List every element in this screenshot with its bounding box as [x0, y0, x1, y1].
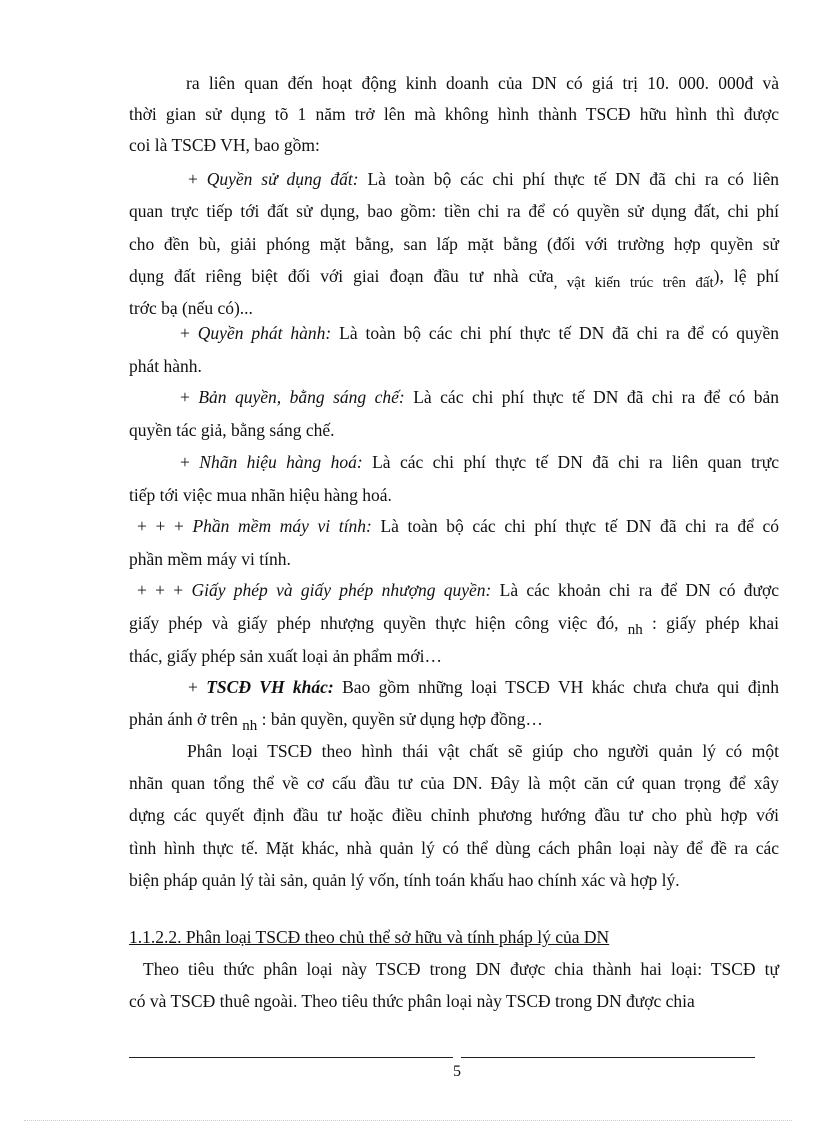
- text-run: Là các chi phí thực tế DN đã chi ra để có bản: [404, 387, 779, 407]
- paragraph-line: [187, 740, 779, 762]
- text-run: quan trực tiếp tới đất sử dụng, bao gồm: tiền chi ra để có quyền sử dụng đất, chi phí: [129, 201, 779, 221]
- text-run: Là các chi phí thực tế DN đã chi ra liên quan trực: [362, 452, 779, 472]
- paragraph-line: [129, 200, 779, 222]
- text-run: giấy phép và giấy phép nhượng quyền thực hiện công việc đó,: [129, 613, 628, 633]
- paragraph-line: [129, 233, 779, 255]
- text-run: phần mềm máy vi tính.: [129, 549, 291, 569]
- text-run: biện pháp quản lý tài sản, quản lý vốn, tính toán khấu hao chính xác và hợp lý.: [129, 870, 680, 890]
- text-run: , vật kiến trúc trên đất: [553, 275, 714, 291]
- footer-rule-right: [461, 1057, 755, 1058]
- page-number: 5: [453, 1063, 461, 1080]
- text-run: +: [180, 387, 199, 407]
- paragraph-line: [129, 103, 779, 125]
- text-run: thời gian sử dụng tõ 1 năm trở lên mà không hình thành TSCĐ hữu hình thì được: [129, 104, 779, 124]
- paragraph-line: [188, 676, 779, 698]
- term-label: Quyền phát hành:: [197, 323, 332, 343]
- section-heading: [129, 926, 689, 948]
- term-label: Phần mềm máy vi tính:: [192, 516, 372, 536]
- paragraph-line: [180, 451, 779, 473]
- term-label: TSCĐ VH khác:: [206, 677, 334, 697]
- text-run: Phân loại TSCĐ theo hình thái vật chất sẽ giúp cho người quản lý có một: [187, 741, 779, 761]
- text-run: 1.1.2.2. Phân loại TSCĐ theo chủ thể sở hữu và tính pháp lý của DN: [129, 927, 610, 947]
- text-run: nh: [627, 622, 643, 638]
- text-run: tiếp tới việc mua nhãn hiệu hàng hoá.: [129, 485, 392, 505]
- text-run: +: [188, 677, 207, 697]
- text-run: cho đền bù, giải phóng mặt bằng, san lấp mặt bằng (đối với trường hợp quyền sử: [129, 234, 779, 254]
- paragraph-line: [129, 645, 779, 667]
- page-edge-divider: [24, 1120, 792, 1121]
- paragraph-line: [129, 772, 779, 794]
- paragraph-line: [143, 958, 779, 980]
- text-run: coi là TSCĐ VH, bao gồm:: [129, 135, 320, 155]
- paragraph-line: [188, 168, 779, 190]
- term-label: Bản quyền, bằng sáng chế:: [198, 387, 405, 407]
- text-run: trớc bạ (nếu có)...: [129, 298, 253, 318]
- text-run: + + +: [137, 580, 192, 600]
- text-run: thác, giấy phép sản xuất loại ản phẩm mới…: [129, 646, 442, 666]
- paragraph-line: [129, 419, 779, 441]
- text-run: ra liên quan đến hoạt động kinh doanh của DN có giá trị 10. 000. 000đ và: [186, 73, 779, 93]
- text-run: phát hành.: [129, 356, 202, 376]
- text-run: +: [180, 323, 198, 343]
- text-run: Là các khoản chi ra để DN có được: [491, 580, 779, 600]
- text-run: có và TSCĐ thuê ngoài. Theo tiêu thức phân loại này TSCĐ trong DN được chia: [129, 991, 695, 1011]
- text-run: Bao gồm những loại TSCĐ VH khác chưa chưa qui định: [333, 677, 779, 697]
- text-run: phản ánh ở trên: [129, 709, 243, 729]
- text-run: dựng các quyết định đầu tư hoặc điều chỉnh phương hướng đầu tư cho phù hợp với: [129, 805, 779, 825]
- paragraph-line: [129, 265, 779, 289]
- paragraph-line: [129, 548, 779, 570]
- text-run: +: [188, 169, 207, 189]
- text-run: Là toàn bộ các chi phí thực tế DN đã chi ra có liên: [358, 169, 779, 189]
- paragraph-line: [180, 386, 779, 408]
- paragraph-line: [129, 484, 779, 506]
- paragraph-line: [129, 837, 779, 859]
- footer-rule-left: [129, 1057, 453, 1058]
- text-run: +: [180, 452, 200, 472]
- paragraph-line: [129, 355, 779, 377]
- paragraph-line: [129, 134, 779, 156]
- text-run: dụng đất riêng biệt đối với giai đoạn đầu tư nhà cửa: [129, 266, 554, 286]
- text-run: ), lệ phí: [713, 266, 779, 286]
- text-run: Là toàn bộ các chi phí thực tế DN đã chi ra để có: [371, 516, 779, 536]
- paragraph-line: [129, 297, 779, 319]
- paragraph-line: [180, 322, 779, 344]
- text-run: Theo tiêu thức phân loại này TSCĐ trong DN được chia thành hai loại: TSCĐ tự: [143, 959, 779, 979]
- paragraph-line: [129, 990, 779, 1012]
- term-label: Quyền sử dụng đất:: [206, 169, 359, 189]
- paragraph-line: [137, 515, 779, 537]
- text-run: Là toàn bộ các chi phí thực tế DN đã chi ra để có quyền: [331, 323, 779, 343]
- paragraph-line: [129, 869, 779, 891]
- text-run: : giấy phép khai: [642, 613, 779, 633]
- text-run: : bản quyền, quyền sử dụng hợp đồng…: [257, 709, 543, 729]
- paragraph-line: [129, 708, 779, 732]
- term-label: Giấy phép và giấy phép nhượng quyền:: [191, 580, 492, 600]
- term-label: Nhãn hiệu hàng hoá:: [199, 452, 363, 472]
- text-run: quyền tác giả, bằng sáng chế.: [129, 420, 335, 440]
- paragraph-line: [137, 579, 779, 601]
- paragraph-line: [129, 612, 779, 636]
- paragraph-line: [129, 804, 779, 826]
- paragraph-line: [186, 72, 779, 94]
- text-run: tình hình thực tế. Mặt khác, nhà quản lý có thể dùng cách phân loại này để đề ra các: [129, 838, 779, 858]
- text-run: nh: [242, 718, 258, 734]
- text-run: + + +: [137, 516, 193, 536]
- text-run: nhãn quan tổng thể về cơ cấu đầu tư của DN. Đây là một căn cứ quan trọng để xây: [129, 773, 779, 793]
